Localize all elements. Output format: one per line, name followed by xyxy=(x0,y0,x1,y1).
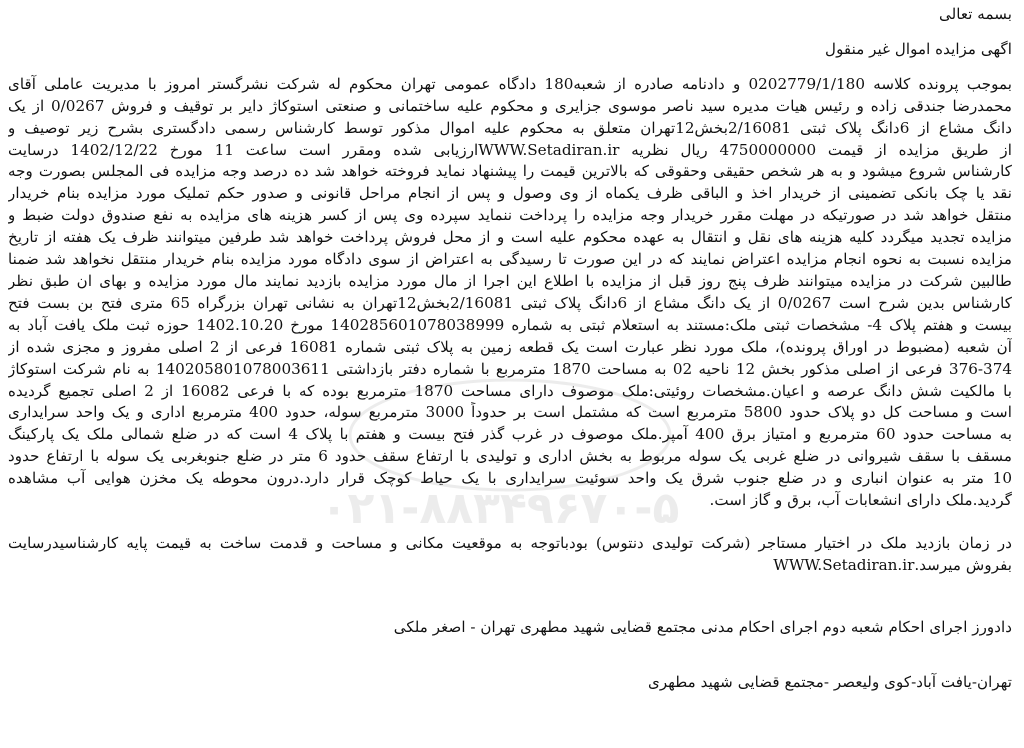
spacer xyxy=(8,61,1012,74)
body-line: از طریق مزایده از قیمت 4750000000 ریال نظریه WWW.Setadiran.irارزیابی شده ومقرر است ساعت 11 مورخ 1402/12/22 درسایت xyxy=(8,140,1012,159)
watermark-number: ۰۲۱-۸۸۳۴۹۶۷۰-۵ xyxy=(320,483,680,534)
body-line: بیست و هفتم پلاک 4- مشخصات ثبتی ملک:مستند به استعلام ثبتی به شماره 140285601078038999 مورخ 1402.10.20 حوزه ثبت ملک یافت آباد به xyxy=(8,315,1012,334)
spacer xyxy=(8,577,1012,617)
body-line: مزایده تجدید میگردد کلیه هزینه های نقل و انتقال به عهده محکوم علیه است و از محل فروش پرداخت خواهد شد طرفین میتوانند ظرف یک هفته از تاریخ xyxy=(8,228,1012,247)
body-line: مزایده نسبت به نحوه انجام مزایده اعتراض نمایند که در این صورت تا رسیدگی به اعتراض از سوی دادگاه مورد مزایده بنام خریدار منتقل نخواهد شد ضمنا xyxy=(8,250,1012,269)
body-line: طالبین شرکت در مزایده میتوانند ظرف پنج روز قبل از مزایده با اطلاع این اجرا از مال مورد مزایده بازدید نمایند مال مورد مزایده و بهای ان طبق نظر xyxy=(8,271,1012,290)
notice-body xyxy=(8,74,1012,512)
body-line: کارشناس شروع میشود و به هر شخص حقیقی وحقوقی که بالاترین قیمت را پیشنهاد نماید فروخته خواهد شد ده درصد وجه مزایده فی المجلس بصورت وجه xyxy=(8,162,1012,181)
body-line: 10 متر به عنوان انباری و در ضلع جنوب شرق یک واحد سوئیت سرایداری با یک حیاط کوچک قرار دارد.درون محوطه یک مخزن هوایی آب مشاهده xyxy=(8,469,1012,488)
body-line: دانگ مشاع از 6دانگ پلاک ثبتی 2/16081بخش12تهران متعلق به محکوم علیه اموال مذکور توسط کارشناس رسمی دادگستری بشرح زیر توصیف و xyxy=(8,118,1012,137)
basmala: بسمه تعالی xyxy=(939,5,1012,23)
notice-title: اگهی مزایده اموال غیر منقول xyxy=(825,39,1012,58)
body-line: به مساحت حدود 60 مترمربع و امتیاز برق 400 آمپر.ملک موصوف در غرب گذر فتح بیست و هفتم با پلاک 4 است که در ضلع شمالی ملک یک پارکینگ xyxy=(8,425,1012,444)
visit-line: بفروش میرسد.WWW.Setadiran.ir xyxy=(773,555,1012,574)
body-line: است و مساحت کل دو پلاک حدود 5800 مترمربع است که مشتمل است بر حدوداً 3000 مترمربع سوله، حدود 400 مترمربع اداری و یک واحد سرایداری xyxy=(8,403,1012,422)
body-line: کارشناس بدین شرح است 0/0267 از یک دانگ مشاع از 6دانگ پلاک ثبتی 2/16081بخش12تهران به نشانی تهران بزرگراه 65 متری فتح بن بست فتح xyxy=(8,293,1012,312)
body-line: منتقل خواهد شد در صورتیکه در مهلت مقرر خریدار وجه مزایده را پرداخت ننماید سپرده وی پس از کسر هزینه های مزایده به نفع صندوق دولت ضبط و xyxy=(8,206,1012,225)
body-line: 376-374 فرعی از اصلی مذکور بخش 12 ناحیه 02 به مساحت 1870 مترمربع با شماره دفتر بازداشتی 140205801078003611 به نام شرکت استوکاژ xyxy=(8,359,1012,378)
visit-paragraph xyxy=(8,533,1012,577)
body-line: نقد یا چک بانکی تضمینی از خریدار اخذ و الباقی ظرف یکماه از وی وصول و پس از انجام مراحل قانونی و صدور حکم تملیک مورد مزایده بنام خریدار xyxy=(8,184,1012,203)
body-line: بموجب پرونده کلاسه 0202779/1/180 و دادنامه صادره از شعبه180 دادگاه عمومی تهران محکوم له شرکت نشرگستر امروز با مدیریت عاملی آقای xyxy=(8,74,1012,93)
signature-line: دادورز اجرای احکام شعبه دوم اجرای احکام مدنی مجتمع قضایی شهید مطهری تهران - اصغر ملکی xyxy=(393,617,1012,636)
spacer xyxy=(8,26,1012,39)
court-address: تهران-یافت آباد-کوی ولیعصر -مجتمع قضایی شهید مطهری xyxy=(647,672,1012,691)
spacer xyxy=(8,512,1012,533)
body-line: آن شعبه (مضبوط در اوراق پرونده)، ملک مورد نظر عبارت است یک قطعه زمین به پلاک ثبتی شماره 16081 فرعی از 2 اصلی مفروز و مجزی شده از xyxy=(8,337,1012,356)
body-line: مسقف با سقف شیروانی در ضلع غربی یک سوله مربوط به بخش اداری و تولیدی با ارتفاع سقف حدود 6 متر در ضلع جنوبغربی یک سوله با ارتفاع حدود xyxy=(8,447,1012,466)
visit-line: در زمان بازدید ملک در اختیار مستاجر (شرکت تولیدی دنتوس) بودباتوجه به موقعیت مکانی و مساحت و قدمت ساخت به قیمت پایه کارشناسیدرسایت xyxy=(8,533,1012,552)
body-line: با مالکیت شش دانگ عرصه و اعیان.مشخصات روئیتی:ملک موصوف دارای مساحت 1870 مترمربع بوده که با فرعی 16082 از 2 اصلی تجمیع گردیده xyxy=(8,381,1012,400)
spacer xyxy=(8,639,1012,672)
body-line: گردید.ملک دارای انشعابات آب، برق و گاز است. xyxy=(709,491,1012,510)
body-line: محمدرضا جندقی زاده و رئیس هیات مدیره سید ناصر موسوی جزایری و محکوم علیه ساختمانی و صنعتی استوکاژ دایر بر توقیف و فروش 0/0267 از یک xyxy=(8,96,1012,115)
